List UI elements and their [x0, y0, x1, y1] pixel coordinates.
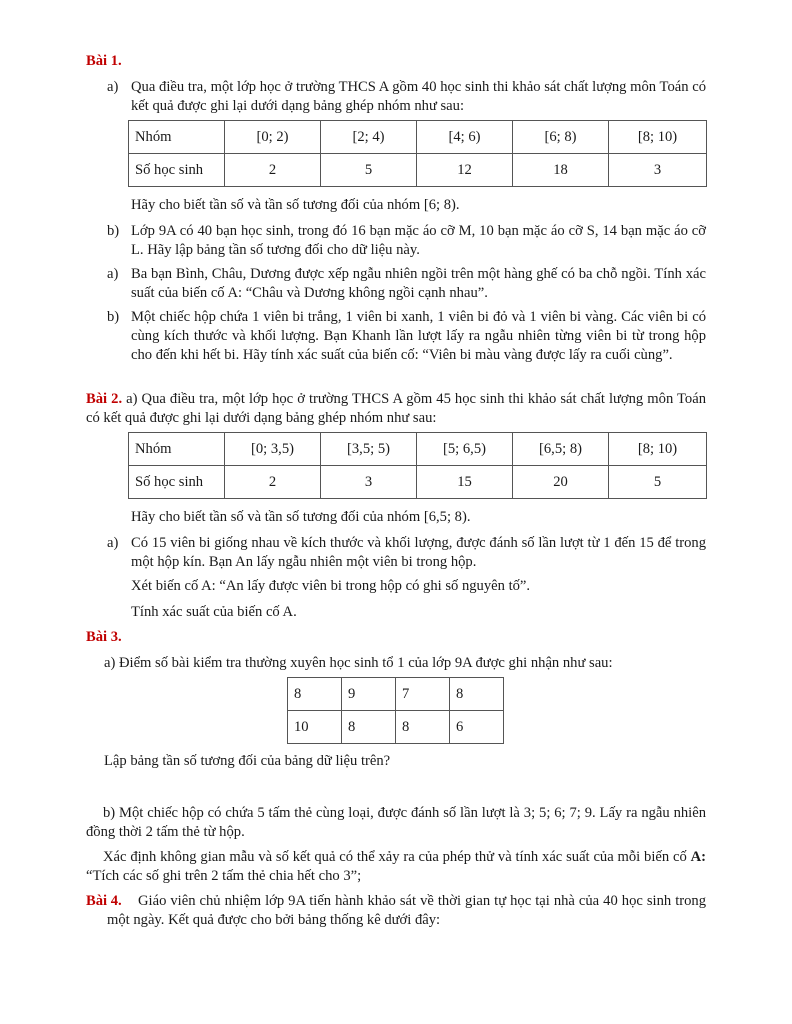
- table-cell: [6,5; 8): [513, 433, 609, 466]
- table-cell: 20: [513, 466, 609, 499]
- bai1-b1-text: Lớp 9A có 40 bạn học sinh, trong đó 16 bạn mặc áo cỡ M, 10 bạn mặc áo cỡ S, 14 bạn mặc áo cỡ L. Hãy lập bảng tần số tương đối cho dữ liệu này.: [131, 223, 706, 258]
- table-cell: [5; 6,5): [417, 433, 513, 466]
- bai3-c-text: [86, 848, 706, 886]
- table-cell: [2; 4): [321, 121, 417, 154]
- bai2-title: Bài 2.: [86, 391, 123, 407]
- table-cell: [3,5; 5): [321, 433, 417, 466]
- table-cell: 9: [342, 678, 396, 711]
- bai3-score-table: [287, 677, 504, 744]
- bai3-b-text: b) Một chiếc hộp có chứa 5 tấm thẻ cùng loại, được đánh số lần lượt là 3; 5; 6; 7; 9. Lấy ra ngẫu nhiên đồng thời 2 tấm thẻ từ hộp.: [86, 805, 706, 840]
- table-cell: [0; 2): [225, 121, 321, 154]
- table-cell: 8: [450, 678, 504, 711]
- table-cell: 3: [609, 154, 707, 187]
- bai2-a2-event: Xét biến cố A: “An lấy được viên bi trong hộp có ghi số nguyên tố”.: [131, 578, 531, 594]
- bai2-question: Hãy cho biết tần số và tần số tương đối của nhóm [6,5; 8).: [131, 509, 471, 525]
- table-cell: 2: [225, 466, 321, 499]
- table-cell: 6: [450, 711, 504, 744]
- table-cell: [8; 10): [609, 121, 707, 154]
- bai1-a1-label: a): [107, 79, 119, 95]
- table-cell: 15: [417, 466, 513, 499]
- table-cell: Số học sinh: [129, 466, 225, 499]
- bai3-c-key: A:: [690, 849, 706, 865]
- table-cell: Nhóm: [129, 121, 225, 154]
- bai3-title: Bài 3.: [86, 629, 122, 645]
- bai3-a-text: a) Điểm số bài kiểm tra thường xuyên học sinh tổ 1 của lớp 9A được ghi nhận như sau:: [104, 655, 613, 671]
- bai1-a2-text: Ba bạn Bình, Châu, Dương được xếp ngẫu nhiên ngồi trên một hàng ghế có ba chỗ ngồi. Tính xác suất của biến cố A: “Châu và Dương không ngồi cạnh nhau”.: [131, 266, 706, 301]
- bai3-c-pre: Xác định không gian mẫu và số kết quả có thể xảy ra của phép thử và tính xác suất của mỗi biến cố: [103, 849, 691, 865]
- table-cell: 8: [288, 678, 342, 711]
- bai2-intro: [86, 390, 706, 428]
- table-cell: 3: [321, 466, 417, 499]
- bai1-group-table: [128, 120, 707, 187]
- bai2-a2-ask: Tính xác suất của biến cố A.: [131, 604, 297, 620]
- table-cell: 12: [417, 154, 513, 187]
- bai1-title: Bài 1.: [86, 53, 122, 69]
- table-cell: 18: [513, 154, 609, 187]
- table-cell: Số học sinh: [129, 154, 225, 187]
- table-cell: 2: [225, 154, 321, 187]
- bai4-title: Bài 4.: [86, 893, 122, 909]
- table-cell: 7: [396, 678, 450, 711]
- table-row: [129, 154, 707, 187]
- bai1-a1-text: Qua điều tra, một lớp học ở trường THCS A gồm 40 học sinh thi khảo sát chất lượng môn Toán có kết quả được ghi lại dưới dạng bảng ghép nhóm như sau:: [131, 79, 706, 114]
- table-cell: [0; 3,5): [225, 433, 321, 466]
- bai1-b2-label: b): [107, 309, 120, 325]
- table-cell: [4; 6): [417, 121, 513, 154]
- bai2-group-table: [128, 432, 707, 499]
- table-cell: 10: [288, 711, 342, 744]
- table-cell: Nhóm: [129, 433, 225, 466]
- table-cell: 5: [321, 154, 417, 187]
- table-header-row: [129, 121, 707, 154]
- bai3-c-post: “Tích các số ghi trên 2 tấm thẻ chia hết cho 3”;: [86, 868, 362, 884]
- bai3-ask: Lập bảng tần số tương đối của bảng dữ liệu trên?: [104, 753, 391, 769]
- bai1-a2-label: a): [107, 266, 119, 282]
- bai1-b1-label: b): [107, 223, 120, 239]
- table-row: [288, 678, 504, 711]
- bai4-text-body: Giáo viên chủ nhiệm lớp 9A tiến hành khảo sát về thời gian tự học tại nhà của 40 học sinh trong một ngày. Kết quả được cho bởi bảng thống kê dưới đây:: [107, 893, 706, 928]
- bai2-a2-label: a): [107, 535, 119, 551]
- table-row: [288, 711, 504, 744]
- bai4-text: [86, 892, 706, 930]
- bai1-b2-text: Một chiếc hộp chứa 1 viên bi trắng, 1 viên bi xanh, 1 viên bi đỏ và 1 viên bi vàng. Các viên bi có cùng kích thước và khối lượng. Bạn Khanh lần lượt lấy ra ngẫu nhiên từng viên bi từ trong hộp cho đến khi hết bi. Hãy tính xác suất của biến cố: “Viên bi màu vàng được lấy ra cuối cùng”.: [131, 309, 706, 363]
- table-cell: [8; 10): [609, 433, 707, 466]
- bai2-a2-text: Có 15 viên bi giống nhau về kích thước và khối lượng, được đánh số lần lượt từ 1 đến 15 để trong một hộp kín. Bạn An lấy ngẫu nhiên một viên bi trong hộp.: [131, 535, 706, 570]
- table-cell: 8: [396, 711, 450, 744]
- bai1-a1-question: Hãy cho biết tần số và tần số tương đối của nhóm [6; 8).: [131, 197, 460, 213]
- table-cell: 5: [609, 466, 707, 499]
- table-cell: [6; 8): [513, 121, 609, 154]
- table-header-row: [129, 433, 707, 466]
- bai2-intro-text: a) Qua điều tra, một lớp học ở trường THCS A gồm 45 học sinh thi khảo sát chất lượng môn Toán có kết quả được ghi lại dưới dạng bảng ghép nhóm như sau:: [86, 391, 706, 426]
- table-row: [129, 466, 707, 499]
- table-cell: 8: [342, 711, 396, 744]
